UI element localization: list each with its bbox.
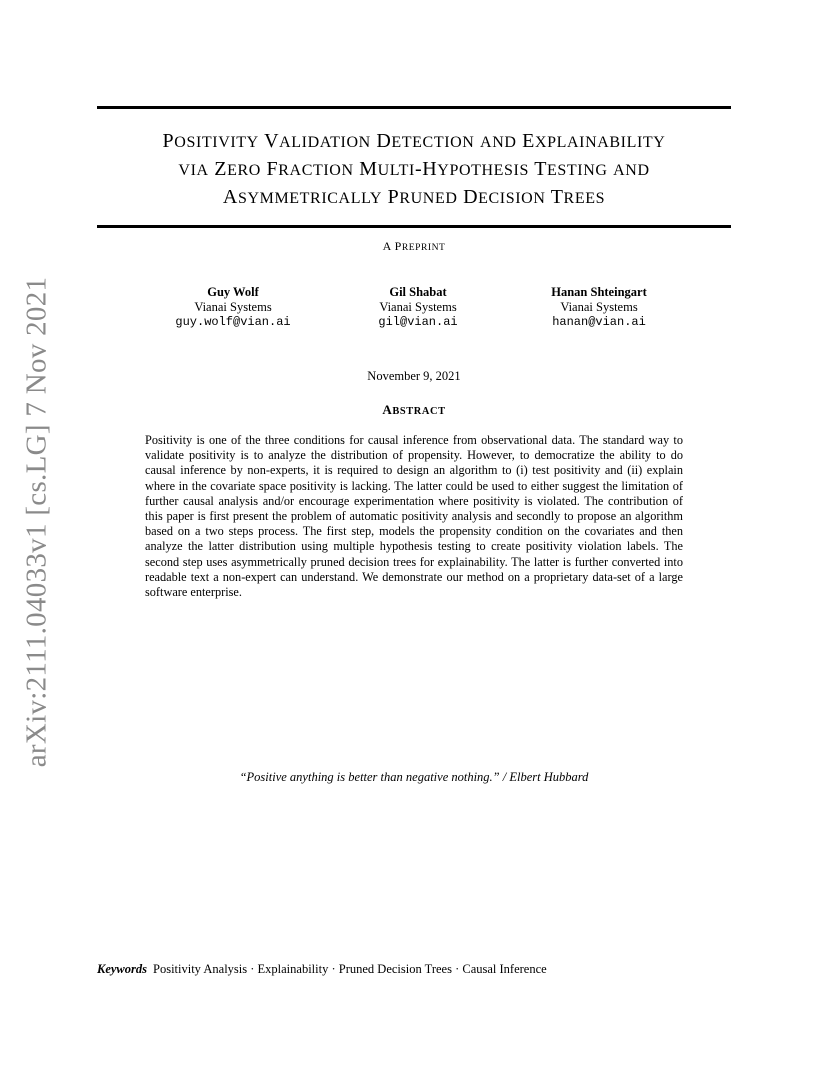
- title-line-1-text: POSITIVITY VALIDATION DETECTION AND EXPLAINABILITY: [162, 130, 666, 152]
- author-name: Guy Wolf: [207, 285, 259, 299]
- author-email: guy.wolf@vian.ai: [175, 315, 291, 329]
- title-line-1: [97, 128, 731, 156]
- preprint-label-text: A PREPRINT: [382, 239, 446, 253]
- arxiv-identifier-stamp: arXiv:2111.04033v1 [cs.LG] 7 Nov 2021: [20, 276, 53, 768]
- author-email: gil@vian.ai: [378, 315, 458, 329]
- author-email: hanan@vian.ai: [552, 315, 646, 329]
- keywords-line: [97, 962, 547, 977]
- title-line-3: [97, 184, 731, 212]
- author-affiliation: Vianai Systems: [560, 300, 638, 314]
- paper-date: November 9, 2021: [367, 369, 461, 383]
- author-block: [318, 285, 518, 330]
- title-line-2-text: VIA ZERO FRACTION MULTI-HYPOTHESIS TESTING AND: [178, 158, 650, 180]
- abstract-body: Positivity is one of the three conditions for causal inference from observational data. The standard way to validate positivity is to analyze the distribution of propensity. However, to democratize the ability to do causal inference by non-experts, it is required to design an algorithm to (i) test positivity and (ii) explain where in the covariate space positivity is lacking. The latter could be used to either suggest the limitation of further causal analysis and/or encourage experimentation where positivity is violated. The contribution of this paper is first present the problem of automatic positivity analysis and secondly to propose an algorithm based on a two steps process. The first step, models the propensity condition on the covariates and then analyze the latter distribution using multiple hypothesis testing to create positivity violation labels. The second step uses asymmetrically pruned decision trees for explainability. The latter is further converted into readable text a non-expert can understand. We demonstrate our method on a proprietary data-set of a large software enterprise.: [145, 433, 683, 600]
- title-top-rule: [97, 106, 731, 109]
- epigraph-quote: “Positive anything is better than negative nothing.” / Elbert Hubbard: [239, 770, 589, 784]
- author-block: [499, 285, 699, 330]
- paper-title: [97, 128, 731, 212]
- author-affiliation: Vianai Systems: [379, 300, 457, 314]
- keywords-label: Keywords: [97, 962, 147, 976]
- preprint-label: [0, 239, 828, 254]
- title-line-2: [97, 156, 731, 184]
- author-block: [133, 285, 333, 330]
- title-bottom-rule: [97, 225, 731, 228]
- title-line-3-text: ASYMMETRICALLY PRUNED DECISION TREES: [222, 186, 606, 208]
- author-affiliation: Vianai Systems: [194, 300, 272, 314]
- abstract-heading: [0, 402, 828, 418]
- author-name: Gil Shabat: [389, 285, 447, 299]
- keywords-text: Positivity Analysis · Explainability · Pruned Decision Trees · Causal Inference: [153, 962, 547, 976]
- author-name: Hanan Shteingart: [551, 285, 647, 299]
- abstract-heading-text: ABSTRACT: [382, 402, 446, 417]
